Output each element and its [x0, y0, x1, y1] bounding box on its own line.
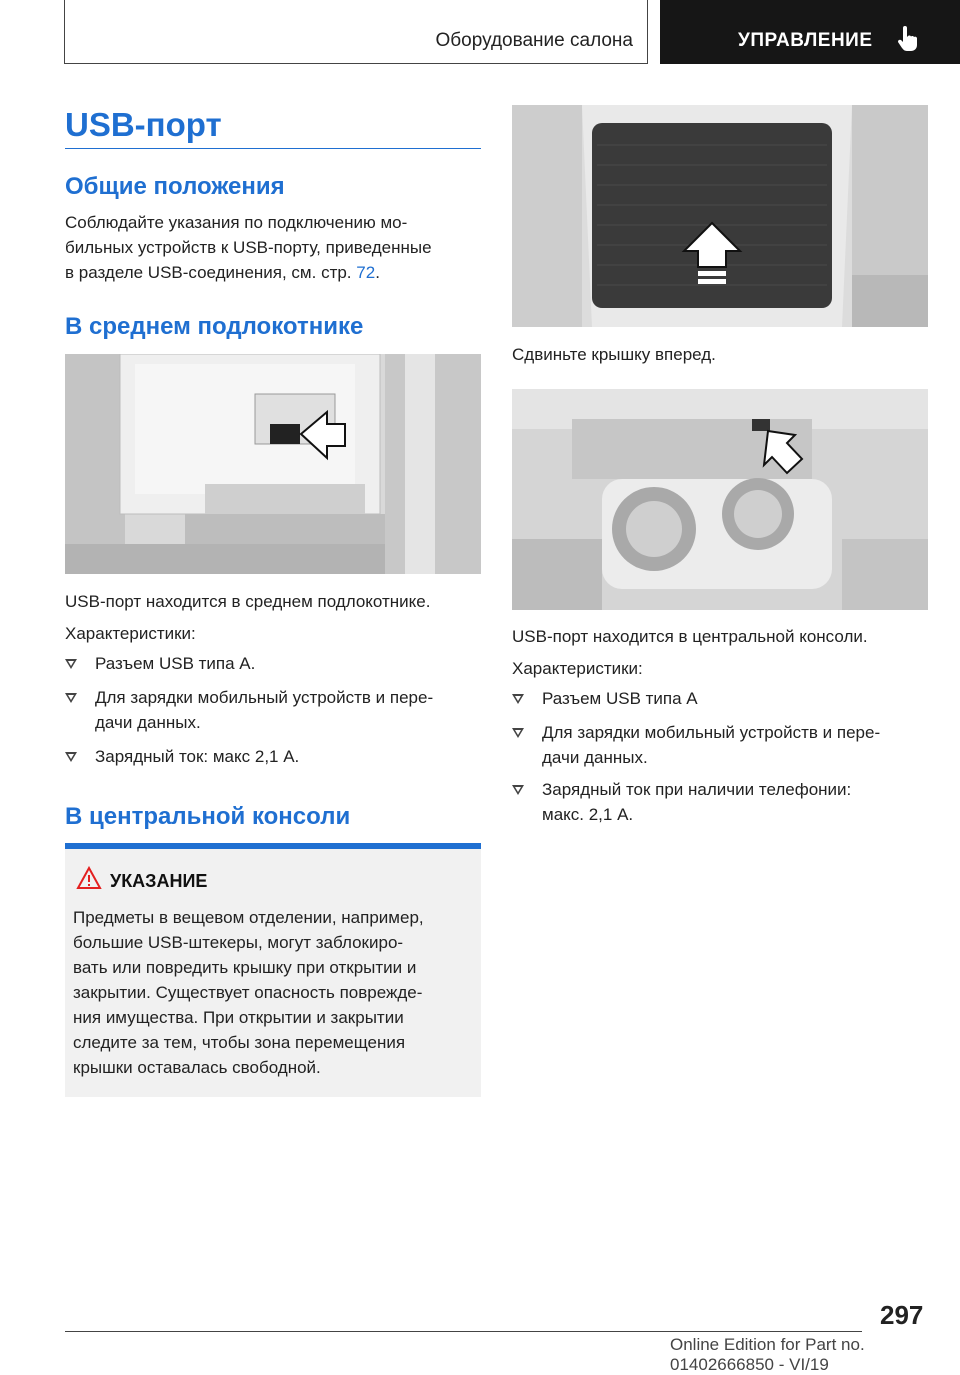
bullet-text: Зарядный ток: макс 2,1 А. [95, 747, 300, 766]
warning-line-7: крышки оставалась свободной. [73, 1058, 321, 1077]
console-cover-illustration [512, 105, 928, 327]
general-paragraph [65, 210, 485, 285]
console-usb-caption: USB-порт находится в центральной консоли. [512, 627, 868, 646]
page-reference-link[interactable]: 72 [356, 263, 376, 282]
bullet-text: Разъем USB типа А. [95, 654, 256, 673]
bullet-triangle-icon [65, 752, 77, 762]
bullet-text-line-2: макс. 2,1 А. [542, 805, 634, 824]
armrest-usb-photo [65, 354, 481, 574]
footer-rule [65, 1331, 862, 1332]
general-line-3-text: в разделе USB-соединения, см. стр. [65, 263, 352, 282]
general-line-1: Соблюдайте указания по подключению мо- [65, 213, 408, 232]
warning-title: УКАЗАНИЕ [110, 871, 208, 891]
bullet-triangle-icon [512, 785, 524, 795]
page-number: 297 [880, 1300, 924, 1330]
warning-line-6: следите за тем, чтобы зона перемещения [73, 1033, 406, 1052]
title-rule [65, 148, 481, 149]
console-features-label: Характеристики: [512, 659, 643, 678]
page-title: USB-порт [65, 106, 222, 143]
hand-pointer-icon [897, 26, 919, 52]
armrest-caption: USB-порт находится в среднем подлокотнике. [65, 592, 431, 611]
warning-text [73, 905, 493, 1080]
warning-line-3: вать или повредить крышку при открытии и [73, 958, 417, 977]
console-cover-photo [512, 105, 928, 327]
general-line-3: в разделе USB-соединения, см. стр. 72. [65, 263, 380, 282]
bullet-text: Разъем USB типа А [542, 689, 698, 708]
header-chapter-box [660, 0, 960, 64]
footer-edition: Online Edition for Part no. 01402666850 - VI/19 [670, 1335, 865, 1374]
general-line-2: бильных устройств к USB-порту, приведенные [65, 238, 432, 257]
warning-line-4: закрытии. Существует опасность поврежде- [73, 983, 423, 1002]
bullet-text-block [542, 720, 932, 770]
page-header [0, 0, 960, 66]
warning-line-2: большие USB-штекеры, могут заблокиро- [73, 933, 404, 952]
header-section-box [64, 0, 648, 64]
bullet-triangle-icon [65, 693, 77, 703]
heading-general: Общие положения [65, 173, 285, 200]
warning-line-1: Предметы в вещевом отделении, например, [73, 908, 424, 927]
bullet-triangle-icon [65, 659, 77, 669]
bullet-text-block [542, 777, 932, 827]
console-usb-photo [512, 389, 928, 610]
bullet-text-block [95, 685, 485, 735]
armrest-illustration [65, 354, 481, 574]
console-usb-illustration [512, 389, 928, 610]
header-chapter-title: УПРАВЛЕНИЕ [738, 30, 873, 51]
bullet-triangle-icon [512, 694, 524, 704]
warning-line-5: ния имущества. При открытии и закрытии [73, 1008, 404, 1027]
heading-armrest: В среднем подлокотнике [65, 313, 364, 340]
heading-console: В центральной консоли [65, 803, 351, 830]
bullet-text-line-1: Для зарядки мобильный устройств и пере- [542, 723, 881, 742]
bullet-text-line-2: дачи данных. [542, 748, 648, 767]
bullet-triangle-icon [512, 728, 524, 738]
header-section-title: Оборудование салона [435, 30, 633, 51]
armrest-features-label: Характеристики: [65, 624, 196, 643]
bullet-text-line-2: дачи данных. [95, 713, 201, 732]
warning-triangle-icon [76, 866, 102, 890]
bullet-text-line-1: Для зарядки мобильный устройств и пере- [95, 688, 434, 707]
bullet-text-line-1: Зарядный ток при наличии телефонии: [542, 780, 852, 799]
console-cover-caption: Сдвиньте крышку вперед. [512, 345, 716, 364]
